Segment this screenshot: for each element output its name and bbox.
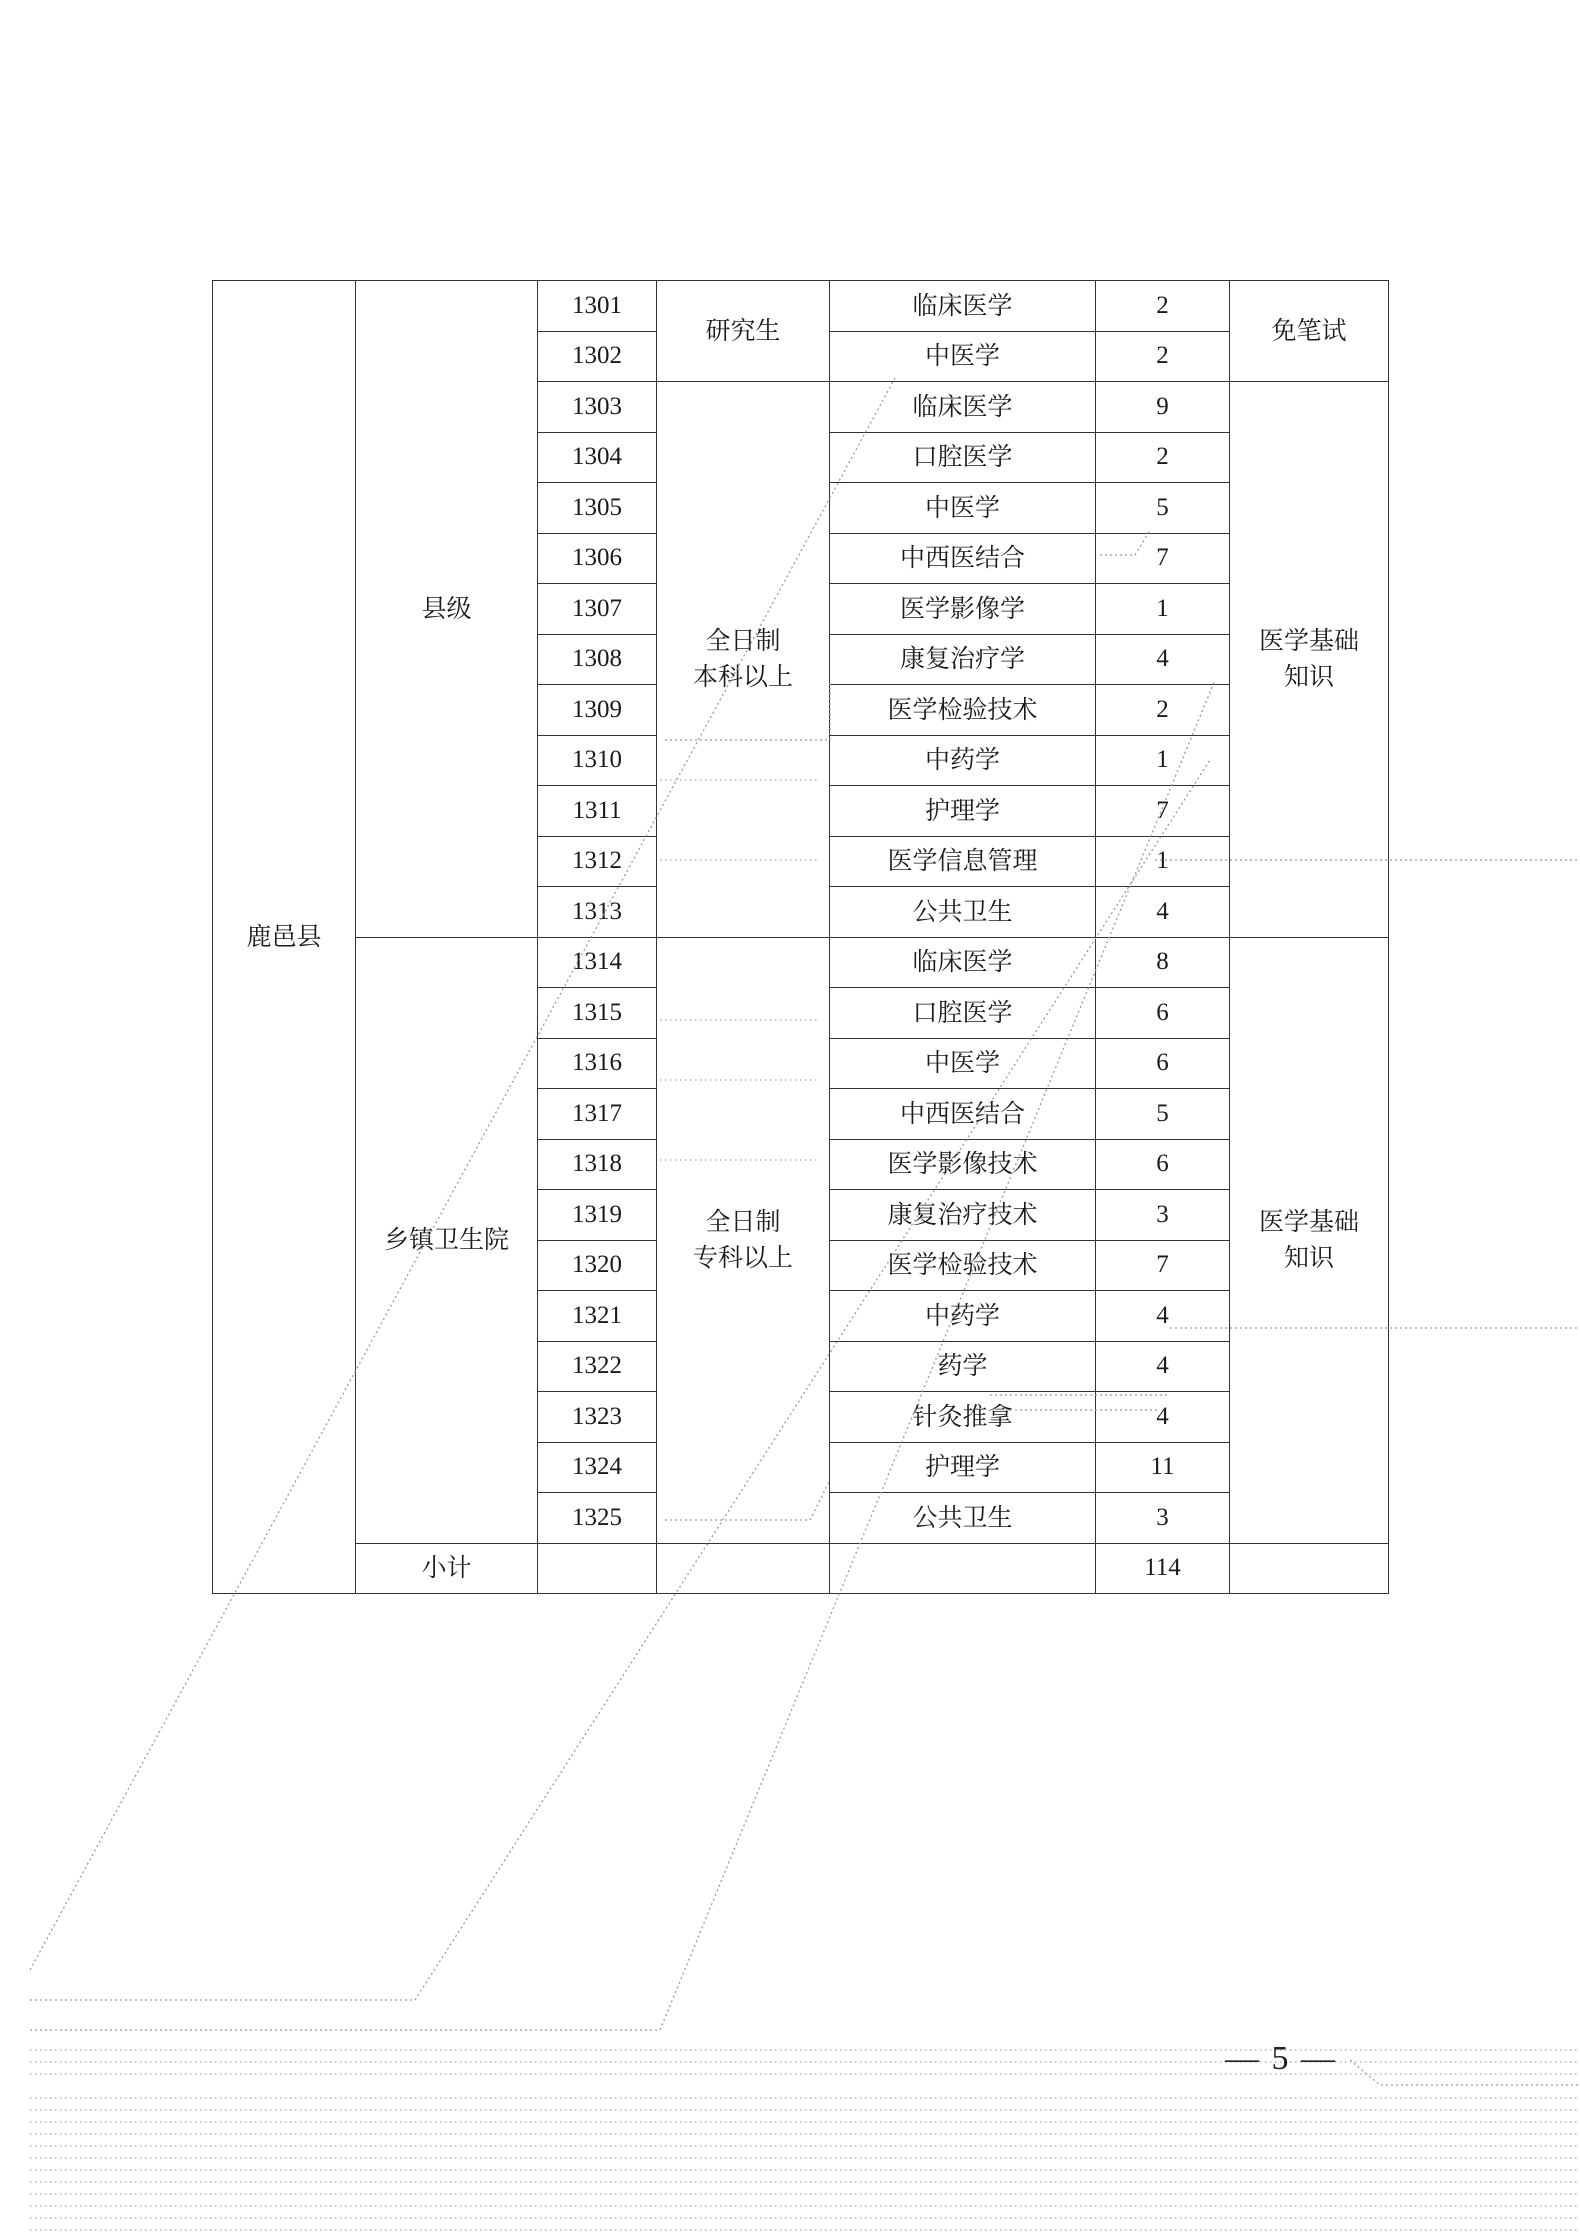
- position-code: 1313: [538, 887, 657, 938]
- major-name: 中西医结合: [830, 1089, 1096, 1140]
- recruit-count: 3: [1096, 1190, 1230, 1241]
- recruit-count: 3: [1096, 1493, 1230, 1544]
- major-name: 中医学: [830, 483, 1096, 534]
- major-name: 临床医学: [830, 382, 1096, 433]
- major-name: 康复治疗学: [830, 634, 1096, 685]
- exam-basic: [1230, 937, 1389, 1543]
- major-name: 临床医学: [830, 937, 1096, 988]
- position-code: 1312: [538, 836, 657, 887]
- major-name: 中西医结合: [830, 533, 1096, 584]
- county-cell: 鹿邑县: [213, 281, 356, 1594]
- position-code: 1309: [538, 685, 657, 736]
- position-code: 1315: [538, 988, 657, 1039]
- major-name: 中医学: [830, 331, 1096, 382]
- subtotal-empty: [657, 1543, 830, 1594]
- position-code: 1311: [538, 786, 657, 837]
- table-body: [213, 281, 1389, 1594]
- major-name: 医学影像学: [830, 584, 1096, 635]
- recruit-count: 4: [1096, 1341, 1230, 1392]
- position-code: 1322: [538, 1341, 657, 1392]
- recruit-count: 2: [1096, 281, 1230, 332]
- major-name: 医学检验技术: [830, 1240, 1096, 1291]
- position-code: 1319: [538, 1190, 657, 1241]
- position-code: 1323: [538, 1392, 657, 1443]
- position-code: 1320: [538, 1240, 657, 1291]
- position-code: 1321: [538, 1291, 657, 1342]
- recruit-count: 1: [1096, 836, 1230, 887]
- position-code: 1302: [538, 331, 657, 382]
- recruit-count: 5: [1096, 483, 1230, 534]
- recruit-count: 4: [1096, 887, 1230, 938]
- major-name: 口腔医学: [830, 432, 1096, 483]
- group-county-level: 县级: [356, 281, 538, 938]
- exam-basic: [1230, 382, 1389, 938]
- position-code: 1301: [538, 281, 657, 332]
- education-bachelor: [657, 382, 830, 938]
- education-bachelor-line: 全日制: [705, 626, 781, 655]
- recruit-count: 6: [1096, 988, 1230, 1039]
- subtotal-empty: [830, 1543, 1096, 1594]
- subtotal-empty: [1230, 1543, 1389, 1594]
- group-township: 乡镇卫生院: [356, 937, 538, 1543]
- recruit-count: 5: [1096, 1089, 1230, 1140]
- major-name: 临床医学: [830, 281, 1096, 332]
- position-code: 1325: [538, 1493, 657, 1544]
- recruit-count: 7: [1096, 1240, 1230, 1291]
- subtotal-row: [213, 1543, 1389, 1594]
- table-row: [213, 937, 1389, 988]
- position-code: 1324: [538, 1442, 657, 1493]
- major-name: 针灸推拿: [830, 1392, 1096, 1443]
- major-name: 公共卫生: [830, 1493, 1096, 1544]
- education-graduate: 研究生: [657, 281, 830, 382]
- table-row: [213, 281, 1389, 332]
- position-code: 1303: [538, 382, 657, 433]
- recruit-count: 9: [1096, 382, 1230, 433]
- recruitment-table: [212, 280, 1389, 1594]
- recruit-count: 6: [1096, 1038, 1230, 1089]
- position-code: 1318: [538, 1139, 657, 1190]
- position-code: 1308: [538, 634, 657, 685]
- major-name: 口腔医学: [830, 988, 1096, 1039]
- recruit-count: 6: [1096, 1139, 1230, 1190]
- position-code: 1304: [538, 432, 657, 483]
- major-name: 医学影像技术: [830, 1139, 1096, 1190]
- subtotal-empty: [538, 1543, 657, 1594]
- position-code: 1307: [538, 584, 657, 635]
- exam-basic-line: 医学基础: [1258, 1206, 1359, 1236]
- position-code: 1310: [538, 735, 657, 786]
- exam-exempt: 免笔试: [1230, 281, 1389, 382]
- major-name: 康复治疗技术: [830, 1190, 1096, 1241]
- position-code: 1314: [538, 937, 657, 988]
- education-college-line: 专科以上: [692, 1243, 793, 1272]
- major-name: 护理学: [830, 1442, 1096, 1493]
- recruit-count: 1: [1096, 584, 1230, 635]
- recruit-count: 8: [1096, 937, 1230, 988]
- exam-basic-line: 知识: [1283, 662, 1334, 692]
- education-college-line: 全日制: [705, 1206, 781, 1236]
- position-code: 1306: [538, 533, 657, 584]
- major-name: 中药学: [830, 735, 1096, 786]
- major-name: 医学检验技术: [830, 685, 1096, 736]
- recruit-count: 4: [1096, 634, 1230, 685]
- position-code: 1305: [538, 483, 657, 534]
- recruit-count: 4: [1096, 1392, 1230, 1443]
- major-name: 护理学: [830, 786, 1096, 837]
- recruit-count: 2: [1096, 685, 1230, 736]
- position-code: 1317: [538, 1089, 657, 1140]
- major-name: 药学: [830, 1341, 1096, 1392]
- major-name: 中药学: [830, 1291, 1096, 1342]
- position-code: 1316: [538, 1038, 657, 1089]
- recruit-count: 7: [1096, 533, 1230, 584]
- subtotal-label: 小计: [356, 1543, 538, 1594]
- education-college: [657, 937, 830, 1543]
- recruit-count: 1: [1096, 735, 1230, 786]
- subtotal-value: 114: [1096, 1543, 1230, 1594]
- recruit-count: 2: [1096, 432, 1230, 483]
- page-number: — 5 —: [1225, 2040, 1337, 2077]
- major-name: 医学信息管理: [830, 836, 1096, 887]
- recruit-count: 2: [1096, 331, 1230, 382]
- recruit-count: 11: [1096, 1442, 1230, 1493]
- education-bachelor-line: 本科以上: [692, 662, 793, 692]
- major-name: 中医学: [830, 1038, 1096, 1089]
- major-name: 公共卫生: [830, 887, 1096, 938]
- exam-basic-line: 医学基础: [1258, 626, 1359, 655]
- recruit-count: 7: [1096, 786, 1230, 837]
- recruit-count: 4: [1096, 1291, 1230, 1342]
- exam-basic-line: 知识: [1283, 1243, 1334, 1272]
